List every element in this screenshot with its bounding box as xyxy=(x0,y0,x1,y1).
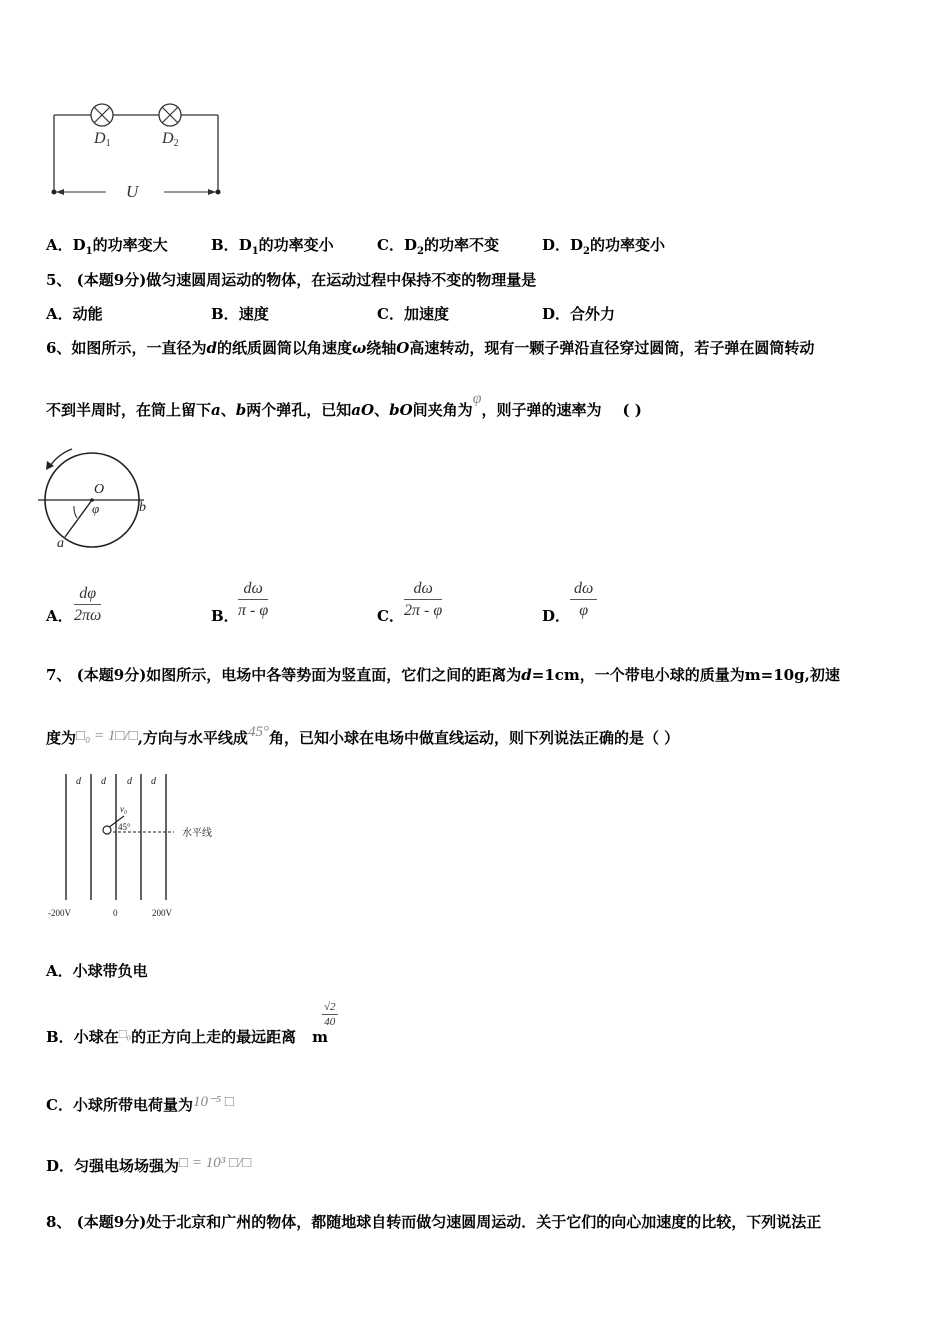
q6-option-a-formula: $\frac{d\varphi}{2\pi\omega}$ xyxy=(74,585,102,624)
angle-phi-label: φ xyxy=(92,501,100,516)
q6-stem-line1: 6、如图所示，一直径为d的纸质圆筒以角速度ω绕轴O高速转动，现有一颗子弹沿直径穿过圆筒，若子弹在圆筒转动 xyxy=(46,339,815,357)
q4-option-a[interactable]: A．$D_1$的功率变大 xyxy=(46,236,168,257)
q5-option-b[interactable]: B．速度 xyxy=(211,305,269,323)
q4-option-d[interactable]: D．$D_2$的功率变小 xyxy=(542,236,666,257)
q8-stem: 8、 (本题9分)处于北京和广州的物体，都随地球自转而做匀速圆周运动．关于它们的向心加速度的比较，下列说法正 xyxy=(46,1213,822,1231)
q6-option-b-formula: $\frac{d\omega}{\pi - \varphi}$ xyxy=(238,580,269,619)
q7-stem-line2: 度为□₀ = 1□/□,方向与水平线成45°角，已知小球在电场中做直线运动，则下列说法正确的是（ ） xyxy=(46,724,680,747)
q7-option-b[interactable]: B．小球在□₀的正方向上走的最远距离 m xyxy=(46,1026,328,1046)
d1-label: D1 xyxy=(94,130,111,149)
svg-text:d: d xyxy=(127,776,132,787)
horizontal-line-label: 水平线 xyxy=(182,828,212,839)
svg-text:d: d xyxy=(101,776,106,787)
d2-label: D2 xyxy=(162,130,179,149)
q7-option-b-formula: $\frac{√2}{40}$ xyxy=(324,1001,336,1028)
hole-a-label: a xyxy=(57,536,64,551)
svg-text:d: d xyxy=(76,776,81,787)
q7-option-d[interactable]: D．匀强电场场强为□ = 10³ □/□ xyxy=(46,1155,252,1175)
q4-option-b[interactable]: B．$D_1$的功率变小 xyxy=(211,236,334,257)
q6-option-a[interactable]: A． xyxy=(46,607,73,625)
q6-option-d-formula: $\frac{d\omega}{\varphi}$ xyxy=(570,579,597,622)
svg-text:45°: 45° xyxy=(118,822,131,832)
circuit-diagram xyxy=(40,95,240,210)
svg-text:-200V: -200V xyxy=(48,908,71,918)
q5-option-a[interactable]: A．动能 xyxy=(46,305,103,323)
charged-ball-icon xyxy=(103,826,111,834)
initial-velocity-formula: □₀ = 1□/□ xyxy=(76,728,138,744)
q6-option-c-formula: $\frac{d\omega}{2\pi - \varphi}$ xyxy=(404,580,443,619)
rotation-arrow-icon xyxy=(50,449,72,466)
q5-stem: 5、 (本题9分)做匀速圆周运动的物体，在运动过程中保持不变的物理量是 xyxy=(46,271,537,289)
q7-option-a[interactable]: A．小球带负电 xyxy=(46,962,148,980)
voltage-label: U xyxy=(126,182,139,201)
q5-option-d[interactable]: D．合外力 xyxy=(542,305,616,323)
q6-option-c[interactable]: C． xyxy=(377,607,404,625)
lamp-d2-icon xyxy=(159,104,181,126)
angle-45-formula: 45° xyxy=(247,724,269,740)
cylinder-figure xyxy=(38,440,158,555)
q7-option-c[interactable]: C．小球所带电荷量为10⁻⁵ □ xyxy=(46,1094,234,1114)
svg-text:d: d xyxy=(151,776,156,787)
q6-stem-line2: 不到半周时，在筒上留下a、b两个弹孔，已知aO、bO间夹角为φ，则子弹的速率为 ( ) xyxy=(46,390,642,419)
svg-text:200V: 200V xyxy=(152,908,172,918)
q4-option-c[interactable]: C．$D_2$的功率不变 xyxy=(377,236,499,257)
q7-stem-line1: 7、 (本题9分)如图所示，电场中各等势面为竖直面，它们之间的距离为d=1cm，一个带电小球的质量为m=10g,初速 xyxy=(46,666,840,684)
svg-text:v₀: v₀ xyxy=(120,804,128,814)
phi-symbol: φ xyxy=(472,390,482,407)
q5-option-c[interactable]: C．加速度 xyxy=(377,305,449,323)
lamp-d1-icon xyxy=(91,104,113,126)
hole-b-label: b xyxy=(139,500,146,515)
equipotential-figure xyxy=(42,770,232,922)
q6-option-b[interactable]: B． xyxy=(211,607,239,625)
svg-text:0: 0 xyxy=(113,908,118,918)
q6-option-d[interactable]: D． xyxy=(542,607,571,625)
center-o-label: O xyxy=(94,482,105,497)
